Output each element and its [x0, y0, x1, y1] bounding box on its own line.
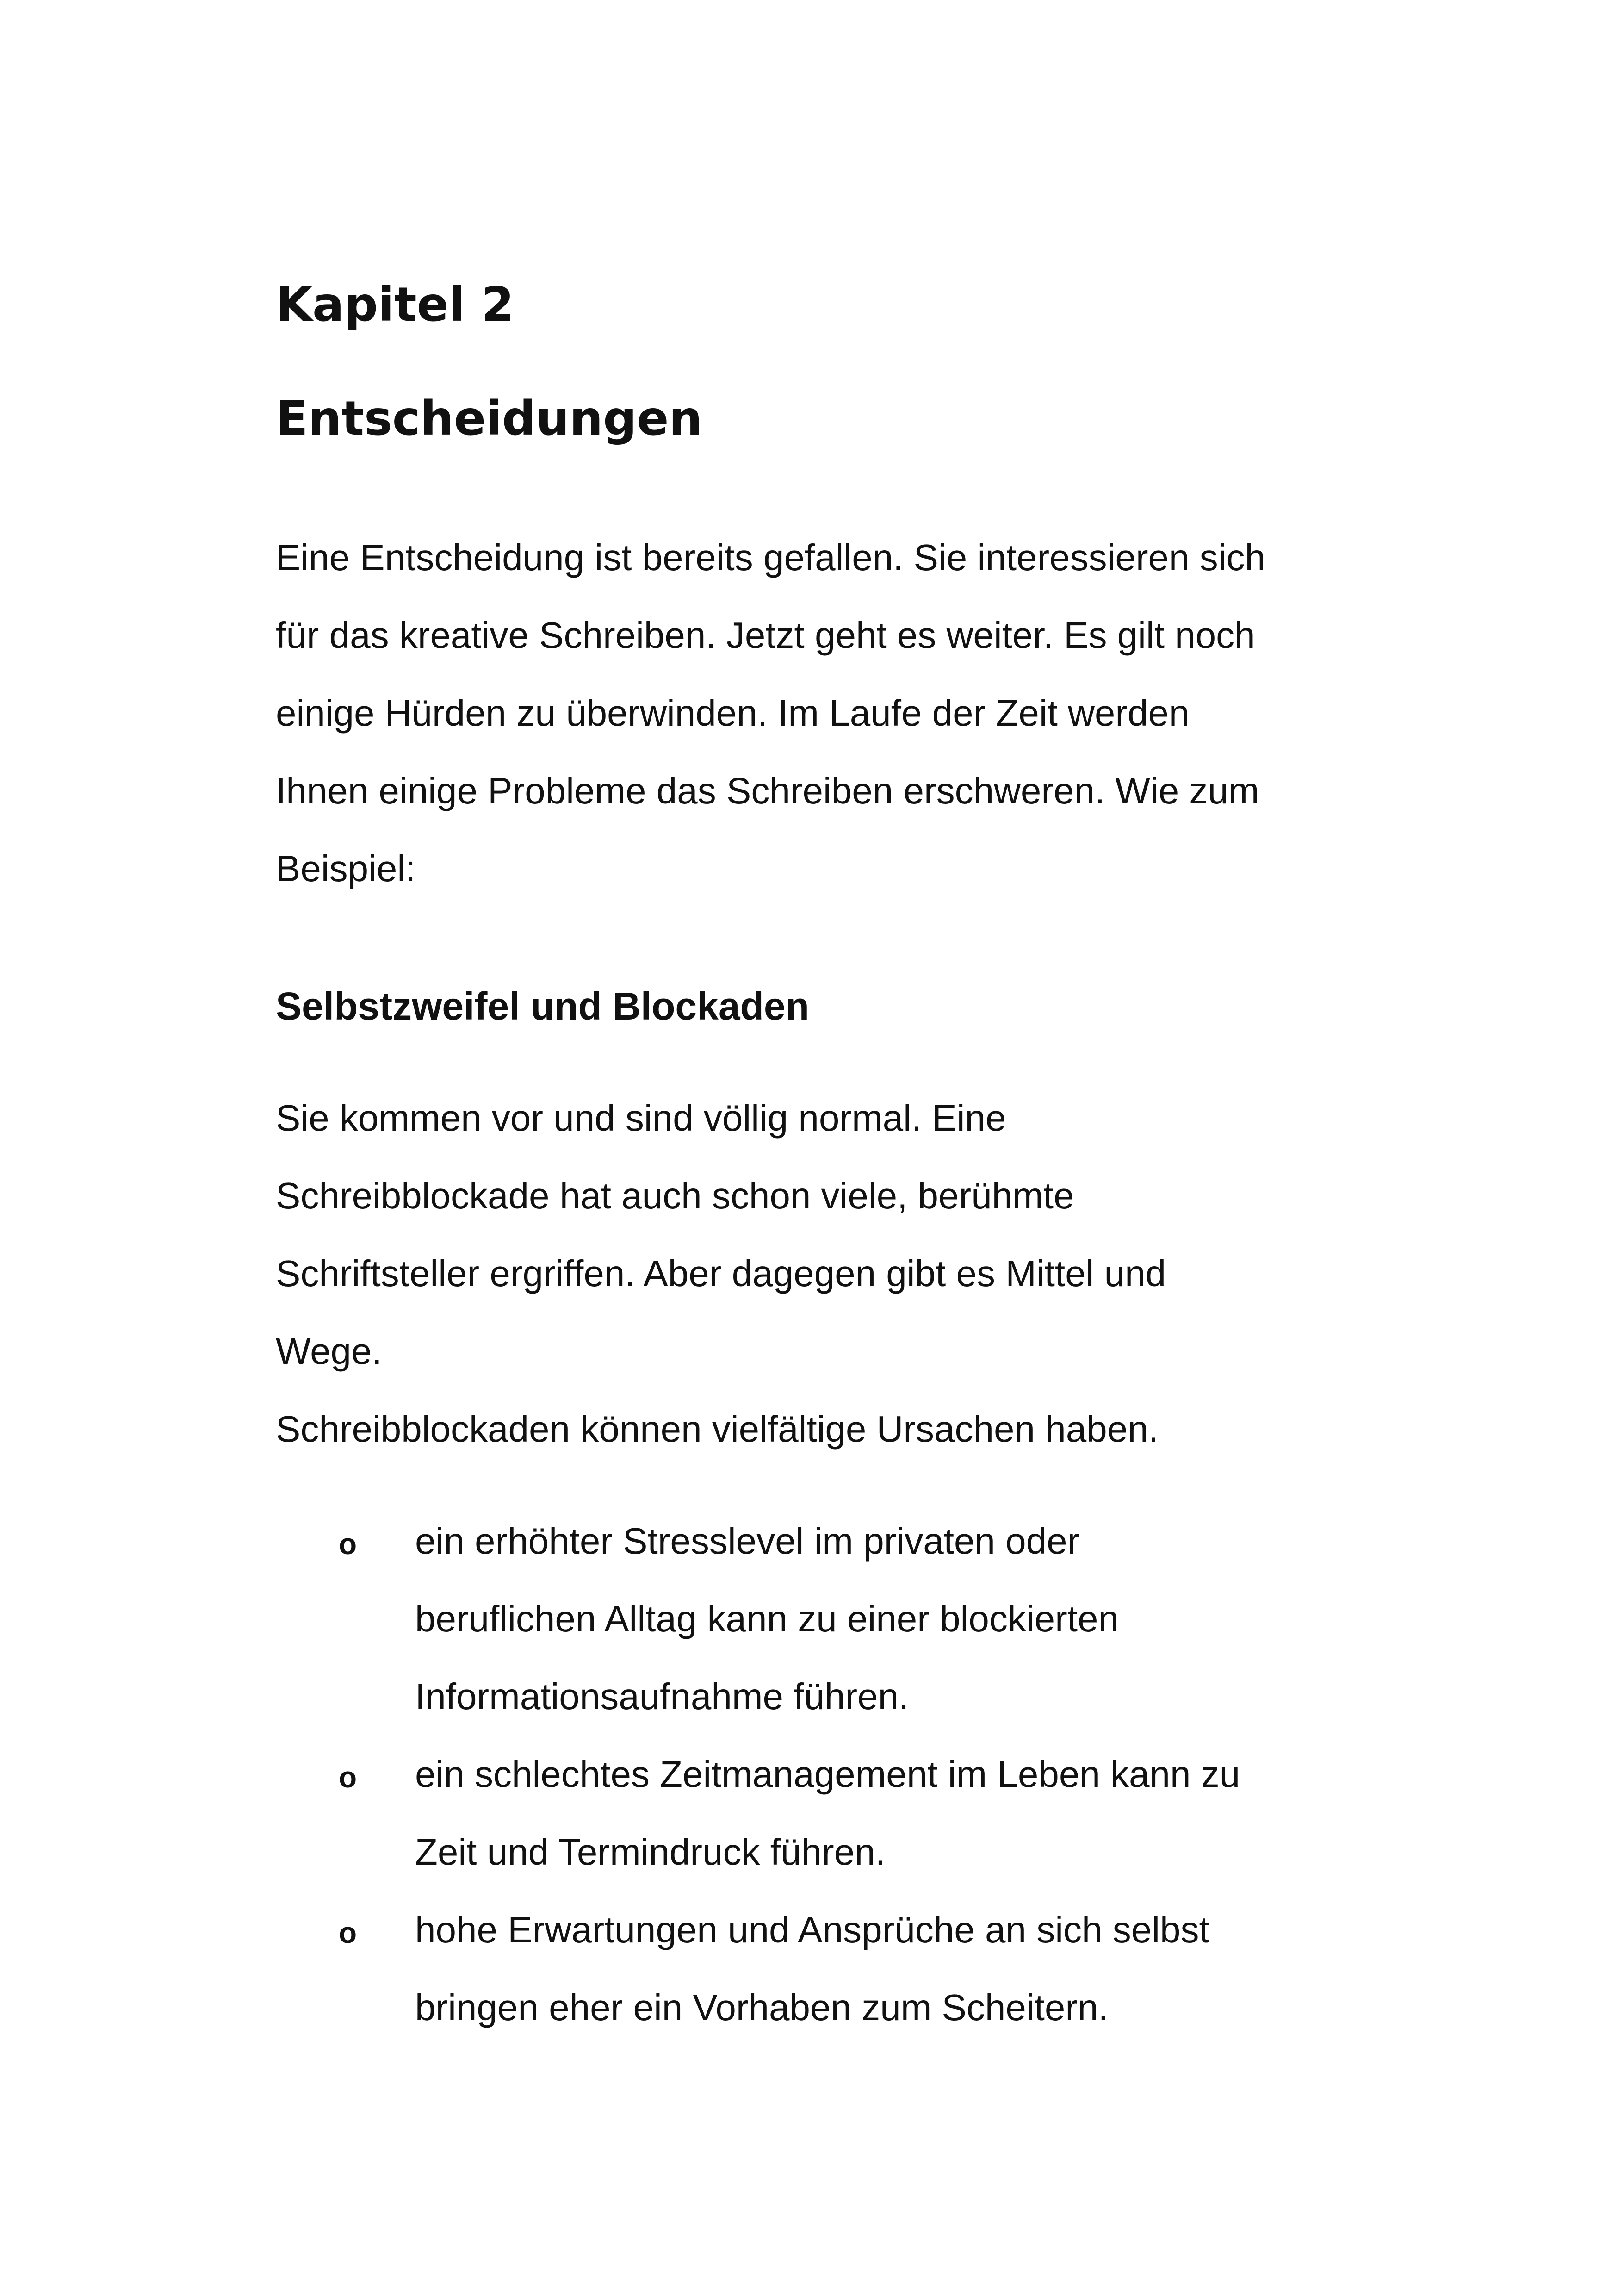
bullet-line: Zeit und Termindruck führen.: [415, 1831, 886, 1873]
chapter-title: Entscheidungen: [276, 391, 703, 446]
circle-bullet-icon: o: [339, 1761, 357, 1794]
body-line: Schreibblockade hat auch schon viele, berühmte: [276, 1175, 1074, 1216]
body-line: Schreibblockaden können vielfältige Ursachen haben.: [276, 1408, 1159, 1450]
body-paragraph: [276, 1079, 1340, 1468]
bullet-item: [276, 1891, 1340, 2047]
bullet-item: [276, 1736, 1340, 1891]
intro-line: für das kreative Schreiben. Jetzt geht es weiter. Es gilt noch: [276, 615, 1255, 656]
intro-line: einige Hürden zu überwinden. Im Laufe der Zeit werden: [276, 692, 1190, 734]
section-heading: Selbstzweifel und Blockaden: [276, 984, 809, 1028]
bullet-line: hohe Erwartungen und Ansprüche an sich selbst: [415, 1909, 1209, 1950]
circle-bullet-icon: o: [339, 1916, 357, 1949]
bullet-line: Informationsaufnahme führen.: [415, 1676, 909, 1717]
intro-line: Eine Entscheidung ist bereits gefallen. Sie interessieren sich: [276, 537, 1265, 578]
bullet-line: ein erhöhter Stresslevel im privaten oder: [415, 1520, 1080, 1562]
bullet-list: [276, 1502, 1340, 2047]
bullet-line: beruflichen Alltag kann zu einer blockierten: [415, 1598, 1119, 1639]
circle-bullet-icon: o: [339, 1527, 357, 1561]
bullet-item: [276, 1502, 1340, 1736]
bullet-line: bringen eher ein Vorhaben zum Scheitern.: [415, 1987, 1109, 2028]
bullet-line: ein schlechtes Zeitmanagement im Leben kann zu: [415, 1754, 1240, 1795]
intro-line: Ihnen einige Probleme das Schreiben erschweren. Wie zum: [276, 770, 1259, 811]
chapter-label: Kapitel 2: [276, 277, 515, 332]
intro-line: Beispiel:: [276, 848, 416, 889]
body-line: Wege.: [276, 1331, 382, 1372]
body-line: Schriftsteller ergriffen. Aber dagegen gibt es Mittel und: [276, 1253, 1166, 1294]
intro-paragraph: [276, 519, 1340, 908]
body-line: Sie kommen vor und sind völlig normal. Eine: [276, 1097, 1006, 1139]
